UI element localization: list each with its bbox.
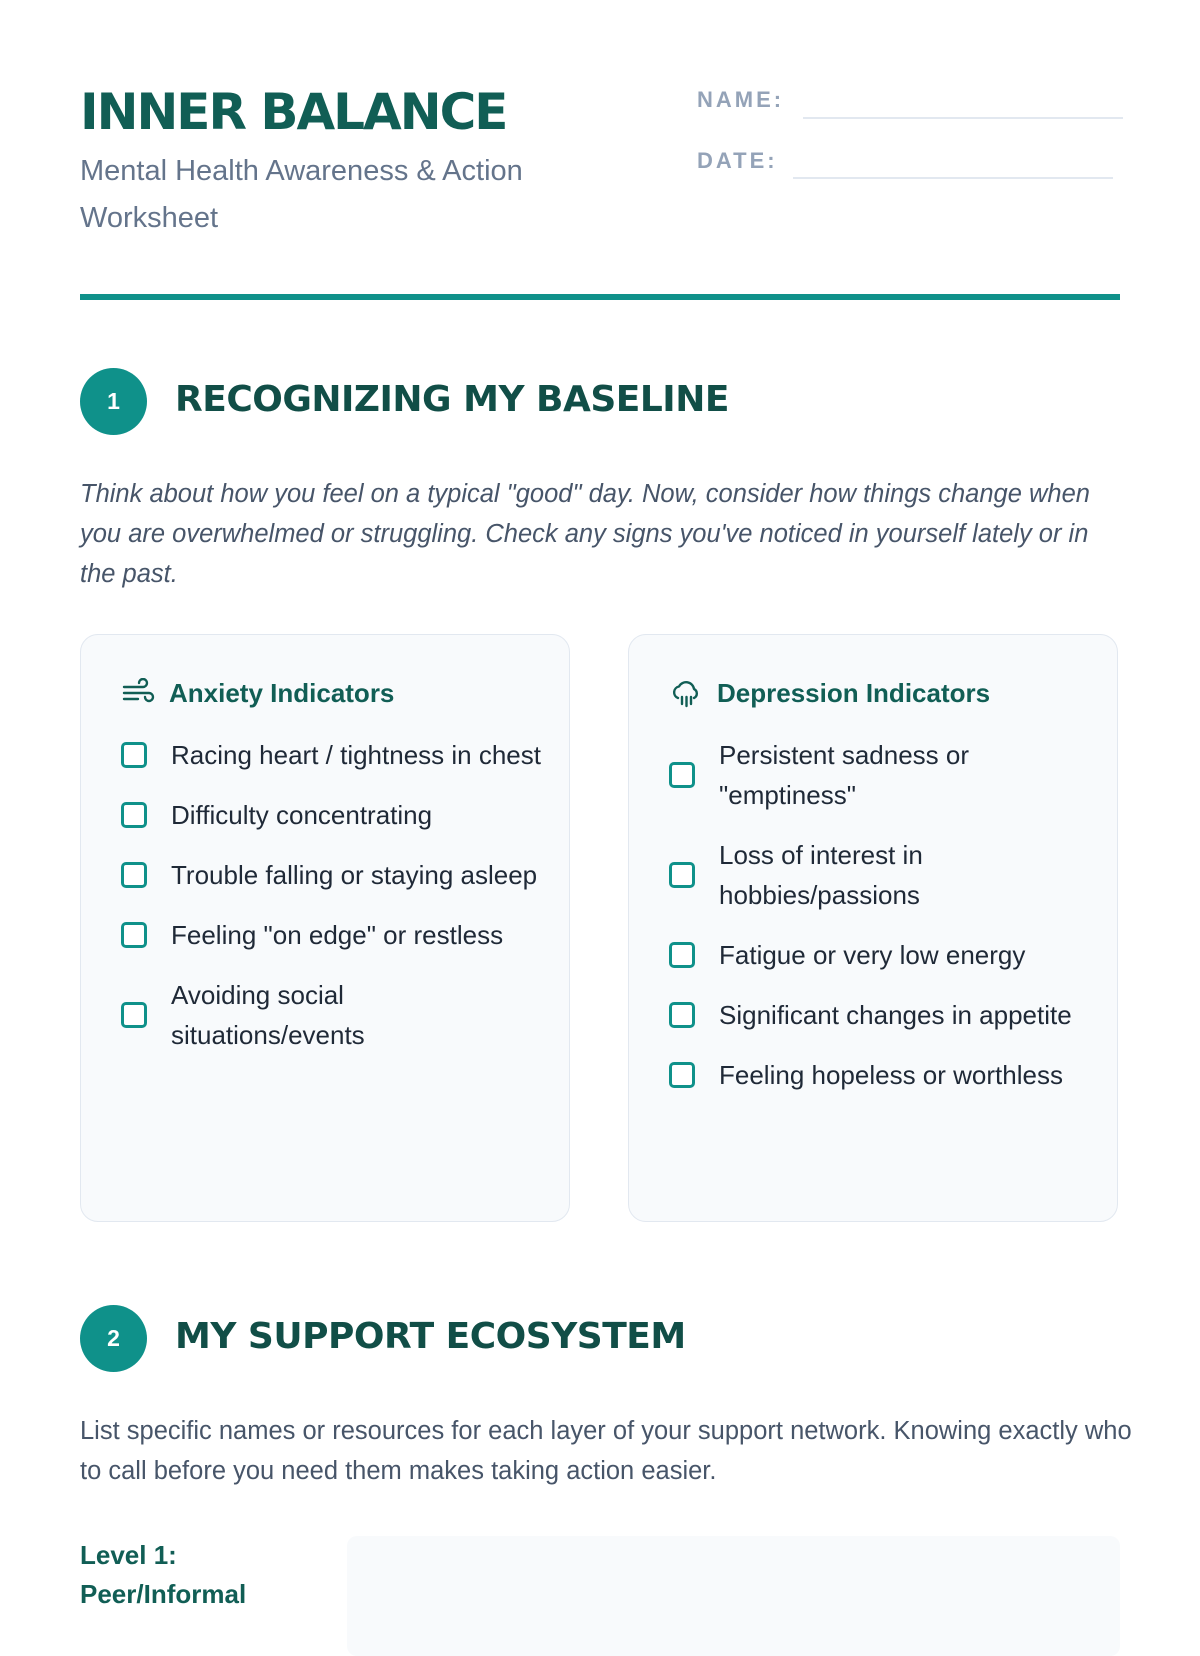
checklist-item[interactable] [121, 855, 541, 895]
card-header [669, 675, 990, 711]
checkbox[interactable] [121, 922, 147, 948]
name-field-line[interactable] [803, 117, 1123, 119]
support-level-input[interactable] [347, 1536, 1120, 1656]
checklist-item[interactable] [121, 975, 541, 1055]
checklist-item-label: Feeling hopeless or worthless [719, 1060, 1063, 1090]
depression-card [628, 634, 1118, 1222]
section-title: MY SUPPORT ECOSYSTEM [175, 1316, 686, 1357]
checklist [121, 735, 541, 1075]
section-number-badge: 2 [80, 1305, 147, 1372]
worksheet-subtitle: Mental Health Awareness & Action Worksheet [80, 155, 523, 234]
section-number-badge: 1 [80, 368, 147, 435]
checklist-item[interactable] [669, 735, 1089, 815]
checkbox[interactable] [669, 1062, 695, 1088]
checkbox[interactable] [121, 742, 147, 768]
card-title: Depression Indicators [717, 677, 991, 708]
section-intro: Think about how you feel on a typical "good" day. Now, consider how things change when you are overwhelmed or struggling. Check any signs you've noticed in yourself lately or in the past. [80, 480, 1090, 588]
checklist-item[interactable] [669, 935, 1089, 975]
checklist-item-label: Loss of interest in hobbies/passions [719, 840, 923, 910]
checklist-item-label: Fatigue or very low energy [719, 940, 1026, 970]
checklist-item[interactable] [669, 835, 1089, 915]
section-intro: List specific names or resources for each layer of your support network. Knowing exactly who to call before you need them makes taking action easier. [80, 1417, 1132, 1485]
name-label: NAME: [697, 87, 785, 112]
checklist-item[interactable] [669, 1055, 1089, 1095]
date-label: DATE: [697, 148, 778, 173]
checkbox[interactable] [121, 862, 147, 888]
checklist-item[interactable] [669, 995, 1089, 1035]
checkbox[interactable] [669, 1002, 695, 1028]
cloud-rain-icon [669, 678, 703, 708]
card-header [121, 675, 394, 711]
section-title: RECOGNIZING MY BASELINE [175, 379, 729, 420]
date-field-line[interactable] [793, 177, 1113, 179]
checklist-item-label: Avoiding social situations/events [171, 980, 365, 1050]
checklist-item-label: Difficulty concentrating [171, 800, 433, 830]
checklist [669, 735, 1089, 1115]
worksheet-title: INNER BALANCE [80, 83, 507, 141]
checkbox[interactable] [669, 762, 695, 788]
checklist-item-label: Significant changes in appetite [719, 1000, 1072, 1030]
checklist-item[interactable] [121, 915, 541, 955]
checklist-item[interactable] [121, 735, 541, 775]
checklist-item-label: Persistent sadness or "emptiness" [719, 740, 970, 810]
anxiety-card [80, 634, 570, 1222]
checklist-item[interactable] [121, 795, 541, 835]
checkbox[interactable] [121, 802, 147, 828]
checkbox[interactable] [669, 942, 695, 968]
card-title: Anxiety Indicators [169, 677, 395, 708]
checkbox[interactable] [669, 862, 695, 888]
support-level-label: Level 1: Peer/Informal [80, 1540, 247, 1609]
header-divider [80, 294, 1120, 300]
checklist-item-label: Trouble falling or staying asleep [171, 860, 538, 890]
checklist-item-label: Feeling "on edge" or restless [171, 920, 504, 950]
wind-icon [121, 678, 155, 708]
checklist-item-label: Racing heart / tightness in chest [171, 740, 541, 770]
checkbox[interactable] [121, 1002, 147, 1028]
